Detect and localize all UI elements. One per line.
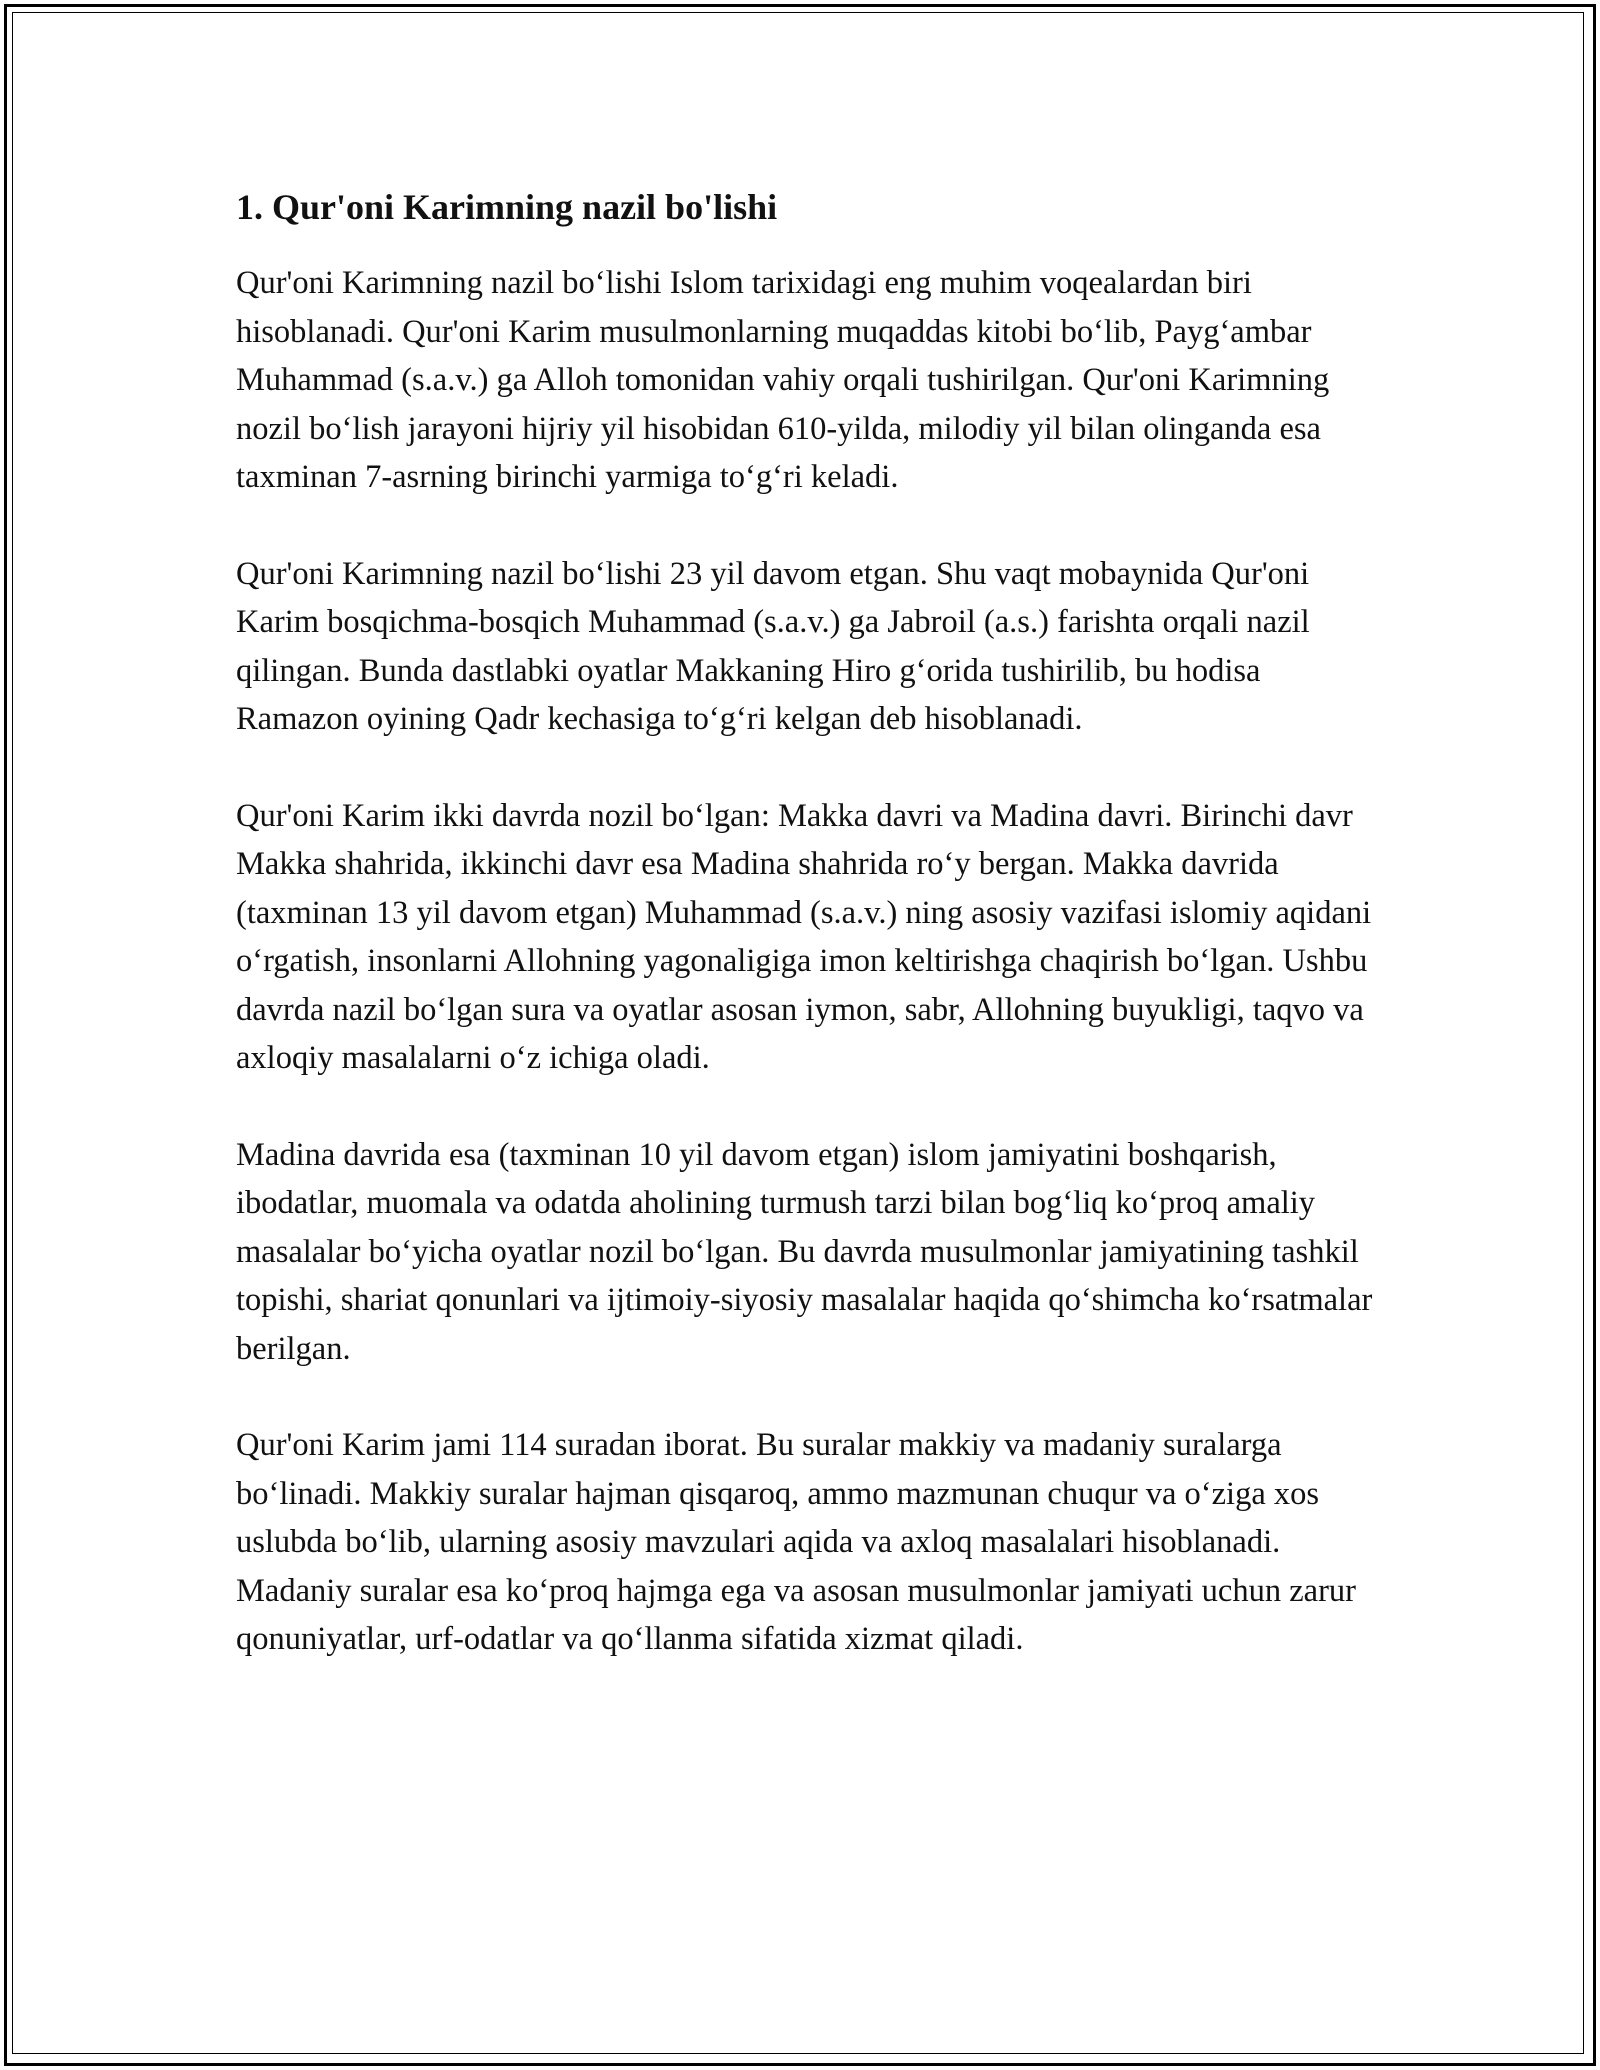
paragraph-1: Qur'oni Karimning nazil bo‘lishi Islom tarixidagi eng muhim voqealardan biri hisoblanadi. Qur'oni Karim musulmonlarning muqaddas kitobi bo‘lib, Payg‘ambar Muhammad (s.a.v.) ga Alloh tomonidan vahiy orqali tushirilgan. Qur'oni Karimning nozil bo‘lish jarayoni hijriy yil hisobidan 610-yilda, milodiy yil bilan olinganda esa taxminan 7-asrning birinchi yarmiga to‘g‘ri keladi. [236,265,1330,496]
paragraph-3: Qur'oni Karim ikki davrda nozil bo‘lgan: Makka davri va Madina davri. Birinchi davr Makka shahrida, ikkinchi davr esa Madina shahrida ro‘y bergan. Makka davrida (taxminan 13 yil davom etgan) Muhammad (s.a.v.) ning asosiy vazifasi islomiy aqidani o‘rgatish, insonlarni Allohning yagonaligiga imon keltirishga chaqirish bo‘lgan. Ushbu davrda nazil bo‘lgan sura va oyatlar asosan iymon, sabr, Allohning buyukligi, taqvo va axloqiy masalalarni o‘z ichiga oladi. [236,797,1372,1077]
section-title: 1. Qur'oni Karimning nazil bo'lishi [236,187,778,227]
paragraph-4: Madina davrida esa (taxminan 10 yil davom etgan) islom jamiyatini boshqarish, ibodatlar, muomala va odatda aholining turmush tarzi bilan bog‘liq ko‘proq amaliy masalalar bo‘yicha oyatlar nozil bo‘lgan. Bu davrda musulmonlar jamiyatining tashkil topishi, shariat qonunlari va ijtimoiy-siyosiy masalalar haqida qo‘shimcha ko‘rsatmalar berilgan. [236,1136,1373,1367]
document-body [236,186,1376,1712]
paragraph-2: Qur'oni Karimning nazil bo‘lishi 23 yil davom etgan. Shu vaqt mobaynida Qur'oni Karim bosqichma-bosqich Muhammad (s.a.v.) ga Jabroil (a.s.) farishta orqali nazil qilingan. Bunda dastlabki oyatlar Makkaning Hiro g‘orida tushirilib, bu hodisa Ramazon oyining Qadr kechasiga to‘g‘ri kelgan deb hisoblanadi. [236,555,1310,738]
paragraph-5: Qur'oni Karim jami 114 suradan iborat. Bu suralar makkiy va madaniy suralarga bo‘linadi. Makkiy suralar hajman qisqaroq, ammo mazmunan chuqur va o‘ziga xos uslubda bo‘lib, ularning asosiy mavzulari aqida va axloq masalalari hisoblanadi. Madaniy suralar esa ko‘proq hajmga ega va asosan musulmonlar jamiyati uchun zarur qonuniyatlar, urf-odatlar va qo‘llanma sifatida xizmat qiladi. [236,1427,1356,1658]
